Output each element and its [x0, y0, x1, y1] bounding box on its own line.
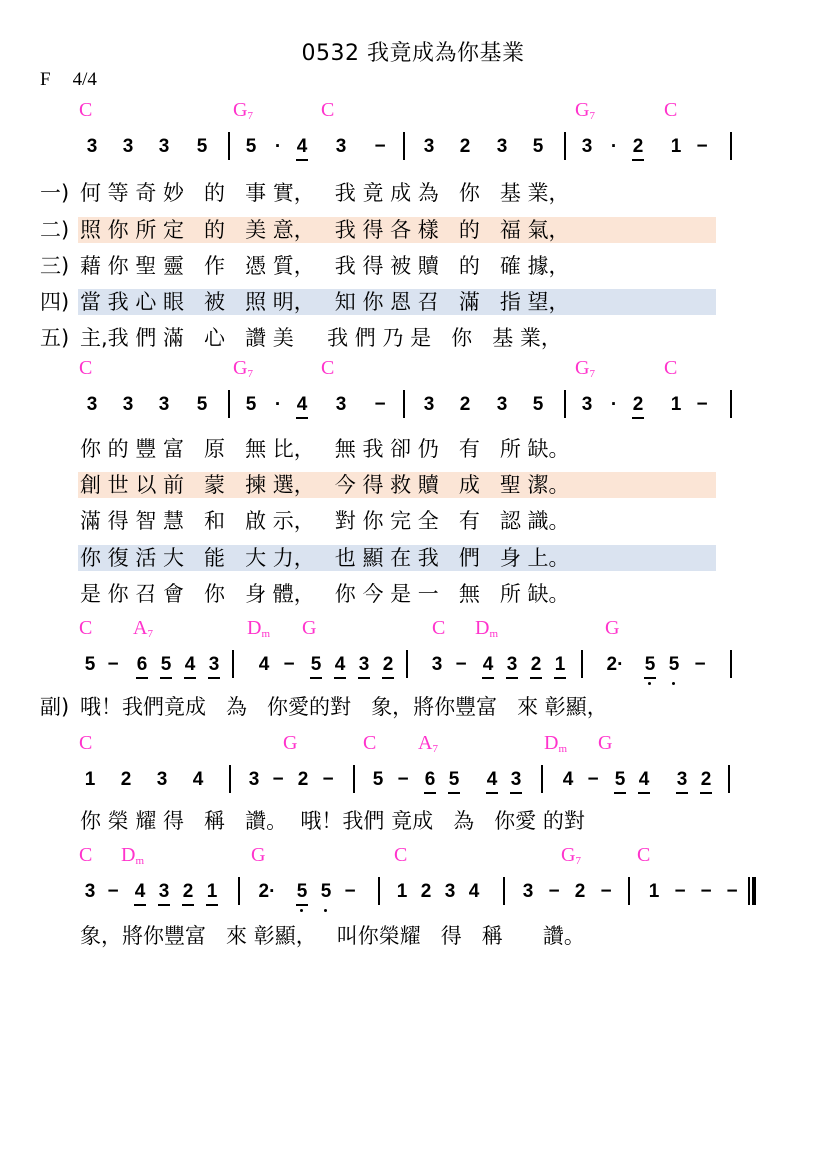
- verse-number: 二): [40, 218, 70, 242]
- note: 1: [552, 655, 568, 675]
- bar-line: [564, 132, 566, 160]
- bar-line: [581, 650, 583, 678]
- song-title: 0532 我竟成為你基業: [301, 41, 525, 66]
- sustain-dash: −: [587, 769, 599, 790]
- note: 5: [158, 655, 174, 675]
- chord-symbol: C: [79, 617, 93, 639]
- note: 2: [459, 394, 471, 415]
- dot: ·: [610, 394, 618, 415]
- key-signature: [40, 69, 119, 91]
- note: 3: [581, 136, 593, 157]
- chorus-label: 副): [40, 695, 70, 719]
- note: 4: [332, 655, 348, 675]
- verse-number: 四): [40, 290, 70, 314]
- note: 5: [642, 655, 658, 675]
- note: 3: [423, 394, 435, 415]
- note: 5: [196, 394, 208, 415]
- lyric-line: 你 復 活 大 能 大 力， 也 顯 在 我 們 身 上。: [80, 546, 570, 570]
- chord-symbol: C: [394, 844, 408, 866]
- sustain-dash: −: [548, 881, 560, 902]
- note: 3: [423, 136, 435, 157]
- note: 3: [158, 394, 170, 415]
- sustain-dash: −: [674, 881, 686, 902]
- bar-line: [228, 132, 230, 160]
- note: 3: [335, 136, 347, 157]
- lyric-line: 主,我 們 滿 心 讚 美 我 們 乃 是 你 基 業，: [80, 326, 562, 350]
- verse-number: 一): [40, 181, 70, 205]
- chord-symbol: C: [321, 357, 335, 379]
- note: 3: [674, 770, 690, 790]
- sustain-dash: −: [272, 769, 284, 790]
- note: 3: [508, 770, 524, 790]
- note: 5: [196, 136, 208, 157]
- note: 3: [335, 394, 347, 415]
- note: 5: [84, 654, 96, 675]
- chord-symbol: $G_7$: [233, 99, 253, 122]
- sustain-dash: −: [696, 136, 708, 157]
- chord-symbol: C: [321, 99, 335, 121]
- chord-symbol: $D_m$: [121, 844, 145, 867]
- note: 3: [431, 654, 443, 675]
- chord-symbol: $G_7$: [575, 357, 595, 380]
- note: 3: [158, 136, 170, 157]
- sustain-dash: −: [322, 769, 334, 790]
- final-bar-line: [748, 877, 758, 905]
- note: 5: [372, 769, 384, 790]
- lyric-line: 你 的 豐 富 原 無 比， 無 我 卻 仍 有 所 缺。: [80, 437, 570, 461]
- chord-symbol: $G_7$: [561, 844, 581, 867]
- chord-symbol: G: [283, 732, 298, 754]
- note: 2: [459, 136, 471, 157]
- note: 3: [156, 882, 172, 902]
- chord-symbol: C: [79, 844, 93, 866]
- note: 5: [245, 136, 257, 157]
- note: 4: [468, 881, 480, 902]
- note: 3: [496, 394, 508, 415]
- verse-number: 五): [40, 326, 70, 350]
- chord-symbol: C: [664, 357, 678, 379]
- chord-symbol: $G_7$: [233, 357, 253, 380]
- note: 3: [84, 881, 96, 902]
- note: 3: [86, 136, 98, 157]
- note: 2: [574, 881, 586, 902]
- sustain-dash: −: [694, 654, 706, 675]
- note: 1: [204, 882, 220, 902]
- bar-line: [403, 132, 405, 160]
- note: 6: [422, 770, 438, 790]
- note: 5: [294, 882, 310, 902]
- note: 1: [670, 394, 682, 415]
- note: 5: [532, 394, 544, 415]
- chorus-lyric-line: 象，將你豐富 來 彰顯， 叫你榮耀 得 稱 讚。: [80, 924, 585, 948]
- note: 3: [496, 136, 508, 157]
- note: 3: [122, 394, 134, 415]
- chorus-lyric-line: 你 榮 耀 得 稱 讚。 哦！我們 竟成 為 你愛 的對: [80, 809, 585, 833]
- bar-line: [730, 390, 732, 418]
- sustain-dash: −: [107, 881, 119, 902]
- sustain-dash: −: [700, 881, 712, 902]
- chord-symbol: $A_7$: [133, 617, 153, 640]
- note: 2: [420, 881, 432, 902]
- lyric-line: 何 等 奇 妙 的 事 實， 我 竟 成 為 你 基 業，: [80, 181, 570, 205]
- lyric-line: 滿 得 智 慧 和 啟 示， 對 你 完 全 有 認 識。: [80, 509, 570, 533]
- note: 5: [532, 136, 544, 157]
- bar-line: [229, 765, 231, 793]
- chorus-lyric-line: 哦！我們竟成 為 你愛的對 象，將你豐富 來 彰顯，: [80, 695, 608, 719]
- bar-line: [541, 765, 543, 793]
- note: 4: [294, 395, 310, 415]
- chord-symbol: G: [605, 617, 620, 639]
- bar-line: [503, 877, 505, 905]
- sustain-dash: −: [374, 136, 386, 157]
- note: 2: [180, 882, 196, 902]
- chord-symbol: C: [79, 732, 93, 754]
- chord-symbol: $G_7$: [575, 99, 595, 122]
- chord-symbol: C: [363, 732, 377, 754]
- note: 4: [182, 655, 198, 675]
- lyric-line: 創 世 以 前 蒙 揀 選， 今 得 救 贖 成 聖 潔。: [80, 473, 570, 497]
- note: 4: [192, 769, 204, 790]
- sustain-dash: −: [726, 881, 738, 902]
- note: 2: [698, 770, 714, 790]
- note: 1: [84, 769, 96, 790]
- verse-number: 三): [40, 254, 70, 278]
- note: 5: [446, 770, 462, 790]
- note: 4: [258, 654, 270, 675]
- bar-line: [378, 877, 380, 905]
- note: 4: [480, 655, 496, 675]
- note: 3: [248, 769, 260, 790]
- bar-line: [564, 390, 566, 418]
- note: 2·: [606, 654, 624, 675]
- dot: ·: [610, 136, 618, 157]
- chord-symbol: G: [251, 844, 266, 866]
- sustain-dash: −: [374, 394, 386, 415]
- note: 2·: [258, 881, 276, 902]
- key: F: [40, 69, 51, 90]
- dot: ·: [274, 394, 282, 415]
- bar-line: [403, 390, 405, 418]
- note: 4: [636, 770, 652, 790]
- bar-line: [730, 650, 732, 678]
- bar-line: [353, 765, 355, 793]
- note: 2: [528, 655, 544, 675]
- note: 5: [318, 882, 334, 902]
- chord-symbol: $D_m$: [247, 617, 271, 640]
- note: 5: [245, 394, 257, 415]
- bar-line: [232, 650, 234, 678]
- dot: ·: [274, 136, 282, 157]
- bar-line: [728, 765, 730, 793]
- bar-line: [228, 390, 230, 418]
- note: 3: [122, 136, 134, 157]
- note: 2: [297, 769, 309, 790]
- sustain-dash: −: [397, 769, 409, 790]
- note: 3: [444, 881, 456, 902]
- chord-symbol: C: [637, 844, 651, 866]
- note: 2: [380, 655, 396, 675]
- note: 2: [630, 137, 646, 157]
- note: 4: [294, 137, 310, 157]
- note: 4: [132, 882, 148, 902]
- note: 1: [648, 881, 660, 902]
- bar-line: [238, 877, 240, 905]
- chord-symbol: C: [79, 357, 93, 379]
- note: 3: [356, 655, 372, 675]
- note: 2: [120, 769, 132, 790]
- lyric-line: 照 你 所 定 的 美 意， 我 得 各 樣 的 福 氣，: [80, 218, 570, 242]
- note: 5: [666, 655, 682, 675]
- note: 5: [612, 770, 628, 790]
- chord-symbol: $D_m$: [475, 617, 499, 640]
- chord-symbol: G: [302, 617, 317, 639]
- sustain-dash: −: [107, 654, 119, 675]
- chord-symbol: $A_7$: [418, 732, 438, 755]
- sustain-dash: −: [455, 654, 467, 675]
- note: 1: [396, 881, 408, 902]
- sustain-dash: −: [283, 654, 295, 675]
- bar-line: [628, 877, 630, 905]
- note: 3: [156, 769, 168, 790]
- chord-symbol: G: [598, 732, 613, 754]
- sustain-dash: −: [600, 881, 612, 902]
- note: 3: [581, 394, 593, 415]
- chord-symbol: C: [432, 617, 446, 639]
- note: 4: [484, 770, 500, 790]
- bar-line: [730, 132, 732, 160]
- lyric-line: 當 我 心 眼 被 照 明， 知 你 恩 召 滿 指 望，: [80, 290, 570, 314]
- bar-line: [406, 650, 408, 678]
- note: 3: [504, 655, 520, 675]
- note: 3: [522, 881, 534, 902]
- note: 1: [670, 136, 682, 157]
- lyric-line: 是 你 召 會 你 身 體， 你 今 是 一 無 所 缺。: [80, 582, 570, 606]
- time-signature: 4/4: [72, 69, 97, 90]
- note: 4: [562, 769, 574, 790]
- lyric-line: 藉 你 聖 靈 作 憑 質， 我 得 被 贖 的 確 據，: [80, 254, 570, 278]
- note: 3: [86, 394, 98, 415]
- chord-symbol: $D_m$: [544, 732, 568, 755]
- sustain-dash: −: [344, 881, 356, 902]
- note: 5: [308, 655, 324, 675]
- sustain-dash: −: [696, 394, 708, 415]
- note: 6: [134, 655, 150, 675]
- chord-symbol: C: [664, 99, 678, 121]
- chord-symbol: C: [79, 99, 93, 121]
- note: 2: [630, 395, 646, 415]
- note: 3: [206, 655, 222, 675]
